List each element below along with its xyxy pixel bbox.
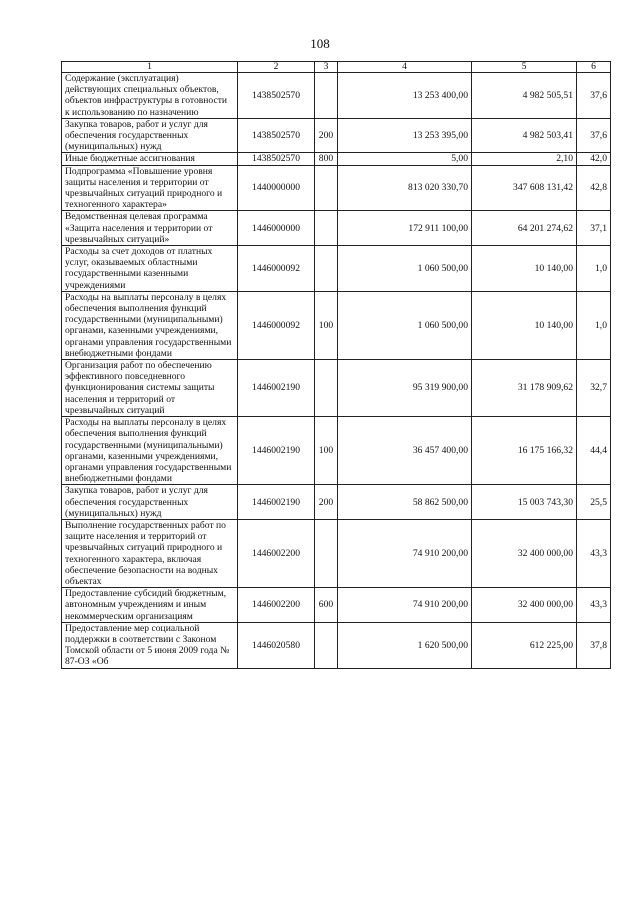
row-vr-cell: 200 [315,118,338,153]
column-header: 6 [577,62,611,73]
row-fact-cell: 16 175 166,32 [472,417,577,485]
table-row [62,622,611,668]
row-code-cell: 1438502570 [238,153,315,165]
row-percent-cell: 42,0 [577,153,611,165]
column-header: 3 [315,62,338,73]
row-percent-cell: 37,1 [577,211,611,246]
row-plan-cell: 1 060 500,00 [338,246,472,292]
row-fact-cell: 4 982 503,41 [472,118,577,153]
row-plan-cell: 1 620 500,00 [338,622,472,668]
row-percent-cell: 1,0 [577,246,611,292]
table-header-row [62,62,611,73]
table-row [62,165,611,211]
row-vr-cell: 600 [315,588,338,623]
page-number: 108 [310,36,330,51]
row-vr-cell: 800 [315,153,338,165]
row-name-cell: Расходы за счет доходов от платных услуг, оказываемых областными государственными казенными учреждениями [62,246,238,292]
column-header: 4 [338,62,472,73]
row-plan-cell: 172 911 100,00 [338,211,472,246]
row-name-cell: Расходы на выплаты персоналу в целях обеспечения выполнения функций государственными (муниципальными) органами, казенными учреждениями, органами управления государственными внебюджетными фондами [62,291,238,359]
row-code-cell: 1438502570 [238,73,315,119]
row-name-cell: Подпрограмма «Повышение уровня защиты населения и территории от чрезвычайных ситуаций природного и техногенного характера» [62,165,238,211]
row-plan-cell: 74 910 200,00 [338,519,472,587]
row-vr-cell [315,519,338,587]
row-plan-cell: 813 020 330,70 [338,165,472,211]
row-percent-cell: 1,0 [577,291,611,359]
row-code-cell: 1446000092 [238,291,315,359]
row-plan-cell: 58 862 500,00 [338,485,472,520]
row-code-cell: 1438502570 [238,118,315,153]
row-percent-cell: 37,6 [577,73,611,119]
table-row [62,291,611,359]
column-header: 1 [62,62,238,73]
row-plan-cell: 95 319 900,00 [338,360,472,417]
row-name-cell: Закупка товаров, работ и услуг для обеспечения государственных (муниципальных) нужд [62,118,238,153]
row-plan-cell: 13 253 400,00 [338,73,472,119]
row-name-cell: Содержание (эксплуатация) действующих специальных объектов, объектов инфраструктуры в готовности к использованию по назначению [62,73,238,119]
table-row [62,485,611,520]
row-name-cell: Закупка товаров, работ и услуг для обеспечения государственных (муниципальных) нужд [62,485,238,520]
row-vr-cell [315,246,338,292]
table-row [62,153,611,165]
row-code-cell: 1446002200 [238,519,315,587]
row-percent-cell: 42,8 [577,165,611,211]
row-vr-cell [315,165,338,211]
table-row [62,417,611,485]
budget-table [61,61,611,669]
row-percent-cell: 32,7 [577,360,611,417]
row-plan-cell: 36 457 400,00 [338,417,472,485]
row-plan-cell: 74 910 200,00 [338,588,472,623]
row-code-cell: 1446000092 [238,246,315,292]
row-vr-cell [315,211,338,246]
column-header: 2 [238,62,315,73]
row-plan-cell: 13 253 395,00 [338,118,472,153]
row-fact-cell: 612 225,00 [472,622,577,668]
row-fact-cell: 31 178 909,62 [472,360,577,417]
row-percent-cell: 37,8 [577,622,611,668]
row-name-cell: Предоставление субсидий бюджетным, автономным учреждениям и иным некоммерческим организациям [62,588,238,623]
table-row [62,246,611,292]
row-percent-cell: 37,6 [577,118,611,153]
row-fact-cell: 15 003 743,30 [472,485,577,520]
row-percent-cell: 44,4 [577,417,611,485]
table-row [62,118,611,153]
row-code-cell: 1446002190 [238,360,315,417]
row-code-cell: 1446020580 [238,622,315,668]
row-fact-cell: 2,10 [472,153,577,165]
row-vr-cell: 100 [315,417,338,485]
table-row [62,211,611,246]
table-body [62,73,611,669]
column-header: 5 [472,62,577,73]
row-percent-cell: 25,5 [577,485,611,520]
row-code-cell: 1440000000 [238,165,315,211]
row-name-cell: Выполнение государственных работ по защите населения и территорий от чрезвычайных ситуаций природного и техногенного характера, включая обеспечение безопасности на водных объектах [62,519,238,587]
row-fact-cell: 32 400 000,00 [472,588,577,623]
row-percent-cell: 43,3 [577,588,611,623]
table-row [62,588,611,623]
row-vr-cell [315,360,338,417]
row-code-cell: 1446002200 [238,588,315,623]
row-fact-cell: 64 201 274,62 [472,211,577,246]
row-name-cell: Расходы на выплаты персоналу в целях обеспечения выполнения функций государственными (муниципальными) органами, казенными учреждениями, органами управления государственными внебюджетными фондами [62,417,238,485]
row-vr-cell [315,622,338,668]
row-code-cell: 1446002190 [238,485,315,520]
row-name-cell: Организация работ по обеспечению эффективного повседневного функционирования системы защиты населения и территорий от чрезвычайных ситуаций [62,360,238,417]
row-vr-cell: 200 [315,485,338,520]
table-row [62,360,611,417]
row-percent-cell: 43,3 [577,519,611,587]
row-name-cell: Иные бюджетные ассигнования [62,153,238,165]
row-code-cell: 1446000000 [238,211,315,246]
row-fact-cell: 32 400 000,00 [472,519,577,587]
row-fact-cell: 10 140,00 [472,246,577,292]
table-row [62,519,611,587]
table-row [62,73,611,119]
row-code-cell: 1446002190 [238,417,315,485]
row-plan-cell: 1 060 500,00 [338,291,472,359]
row-plan-cell: 5,00 [338,153,472,165]
row-name-cell: Ведомственная целевая программа «Защита населения и территории от чрезвычайных ситуаций» [62,211,238,246]
row-fact-cell: 4 982 505,51 [472,73,577,119]
row-vr-cell [315,73,338,119]
row-name-cell: Предоставление мер социальной поддержки в соответствии с Законом Томской области от 5 июня 2009 года № 87-ОЗ «Об [62,622,238,668]
row-fact-cell: 10 140,00 [472,291,577,359]
row-fact-cell: 347 608 131,42 [472,165,577,211]
row-vr-cell: 100 [315,291,338,359]
